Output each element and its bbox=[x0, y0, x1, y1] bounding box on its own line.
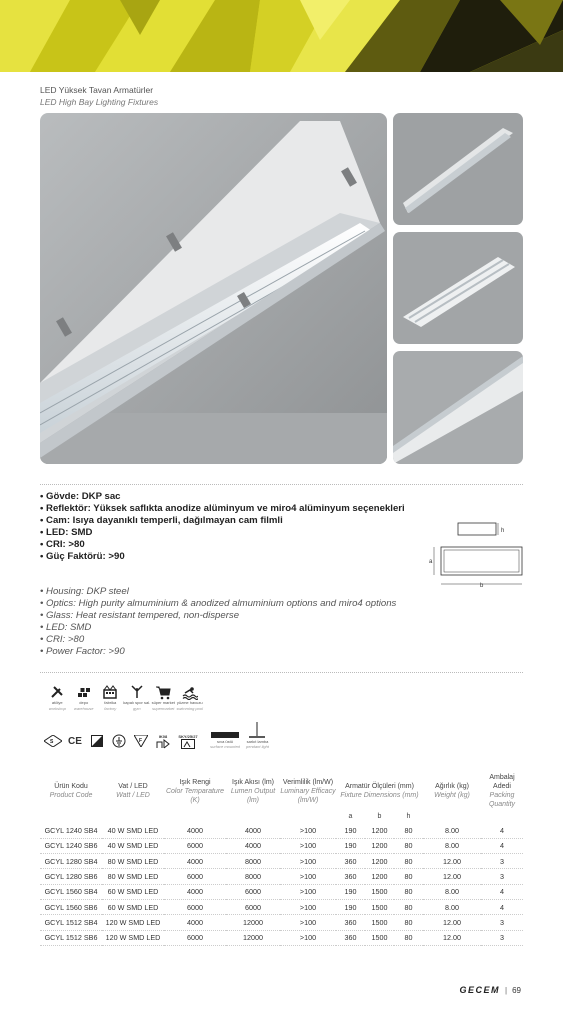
cell: 190 bbox=[336, 823, 365, 838]
cell: 6000 bbox=[164, 869, 226, 884]
app-label-en: swimming pool bbox=[176, 705, 203, 711]
ik-label: IK08 bbox=[158, 733, 168, 739]
cell: 190 bbox=[336, 884, 365, 899]
cell: 1500 bbox=[365, 930, 394, 945]
spec-line: • Gövde: DKP sac bbox=[40, 491, 121, 502]
banner-pattern bbox=[0, 0, 563, 72]
col-header-product-code: Ürün Kodu Product Code bbox=[49, 783, 93, 799]
cell: 8000 bbox=[226, 854, 280, 869]
cell: 40 W SMD LED bbox=[102, 823, 164, 838]
col-header-color-temp: Işık Rengi Color Temparature (K) bbox=[165, 778, 225, 804]
cell: 8.00 bbox=[423, 823, 481, 838]
heading-title-tr: LED Yüksek Tavan Armatürler bbox=[40, 85, 154, 95]
sub-h: h bbox=[406, 812, 411, 820]
spec-line: • Housing: DKP steel bbox=[40, 586, 129, 597]
spec-line: • Glass: Heat resistant tempered, non-disperse bbox=[40, 610, 240, 622]
mount-surface bbox=[210, 730, 240, 749]
cell: GCYL 1560 SB6 bbox=[40, 899, 102, 914]
cell: 120 W SMD LED bbox=[102, 915, 164, 930]
app-label-en: gym bbox=[132, 705, 141, 711]
svg-text:S: S bbox=[50, 739, 54, 746]
cell: 6000 bbox=[164, 930, 226, 945]
product-thumbnail-3 bbox=[393, 351, 523, 464]
tools-icon bbox=[49, 684, 65, 700]
app-label-en: workshop bbox=[48, 705, 66, 711]
cell: 80 W SMD LED bbox=[102, 854, 164, 869]
cell: 360 bbox=[336, 930, 365, 945]
table-header-row bbox=[40, 773, 523, 809]
factory-icon bbox=[102, 684, 118, 700]
cell: 80 bbox=[394, 823, 423, 838]
dimension-drawing bbox=[425, 520, 530, 592]
cell: 4000 bbox=[226, 838, 280, 853]
app-label: yüzme havuzu bbox=[176, 700, 203, 705]
cell: 4 bbox=[481, 838, 523, 853]
product-thumbnail-2 bbox=[393, 232, 523, 344]
app-gym bbox=[124, 684, 151, 711]
col-header-packing: Ambalaj Adedi Packing Quantity bbox=[488, 774, 516, 808]
cell: 4000 bbox=[164, 823, 226, 838]
cell: >100 bbox=[280, 915, 336, 930]
warehouse-icon bbox=[76, 684, 92, 700]
cell: 1500 bbox=[365, 915, 394, 930]
brand-logo: GECEM bbox=[459, 985, 501, 995]
cell: 1200 bbox=[365, 869, 394, 884]
cell: 360 bbox=[336, 869, 365, 884]
mount-pendant bbox=[246, 722, 269, 749]
table-row bbox=[40, 854, 523, 869]
col-header-lumen: Işık Akısı (lm) Lumen Output (lm) bbox=[230, 778, 276, 804]
cell: 1500 bbox=[365, 884, 394, 899]
heading-title-en: LED High Bay Lighting Fixtures bbox=[40, 97, 159, 107]
cell: 120 W SMD LED bbox=[102, 930, 164, 945]
spec-line: • Cam: Isıya dayanıklı temperli, dağılmayan cam filmli bbox=[40, 515, 283, 527]
mount-label-en: pendant light bbox=[246, 743, 269, 749]
cell: 12000 bbox=[226, 915, 280, 930]
cell: 6000 bbox=[164, 899, 226, 914]
app-label-en: supermarket bbox=[152, 705, 175, 711]
cell: 12.00 bbox=[423, 915, 481, 930]
antenna-icon bbox=[129, 684, 145, 700]
cell: >100 bbox=[280, 884, 336, 899]
spec-line: • Güç Faktörü: >90 bbox=[40, 551, 125, 563]
spec-line: • CRI: >80 bbox=[40, 634, 85, 646]
cell: 3 bbox=[481, 869, 523, 884]
spec-line: • Reflektör: Yüksek saflıkta anodize alüminyum ve miro4 alüminyum seçenekleri bbox=[40, 503, 405, 515]
cell: 12.00 bbox=[423, 869, 481, 884]
cell: GCYL 1280 SB4 bbox=[40, 854, 102, 869]
app-label: depo bbox=[79, 700, 89, 705]
cell: 190 bbox=[336, 838, 365, 853]
pool-icon bbox=[182, 684, 198, 700]
cell: 6000 bbox=[226, 899, 280, 914]
product-thumbnail-1 bbox=[393, 113, 523, 225]
safety-mark-icon bbox=[44, 733, 62, 749]
ce-mark-icon: CE bbox=[68, 735, 82, 747]
page-number: 69 bbox=[512, 985, 521, 995]
cell: 360 bbox=[336, 915, 365, 930]
main-product-photo bbox=[40, 113, 387, 464]
col-header-watt: Vat / LED Watt / LED bbox=[116, 783, 150, 799]
cell: 80 bbox=[394, 869, 423, 884]
header-banner bbox=[0, 0, 563, 72]
table-row bbox=[40, 869, 523, 884]
cell: >100 bbox=[280, 869, 336, 884]
mount-label: sıva üstü bbox=[216, 739, 233, 744]
cell: 3 bbox=[481, 854, 523, 869]
app-supermarket bbox=[150, 684, 177, 711]
col-header-efficacy: Verimlilik (lm/W) Luminary Efficacy (lm/W) bbox=[280, 778, 336, 804]
cell: 80 bbox=[394, 854, 423, 869]
cell: GCYL 1512 SB4 bbox=[40, 915, 102, 930]
cell: GCYL 1240 SB4 bbox=[40, 823, 102, 838]
cell: 40 W SMD LED bbox=[102, 838, 164, 853]
cell: 8.00 bbox=[423, 838, 481, 853]
spec-line: • LED: SMD bbox=[40, 527, 93, 539]
app-label: fabrika bbox=[104, 700, 117, 705]
spec-line: • Power Factor: >90 bbox=[40, 646, 125, 658]
cell: 8000 bbox=[226, 869, 280, 884]
cell: 3 bbox=[481, 915, 523, 930]
app-label: atölye bbox=[51, 700, 63, 705]
cell: 8.00 bbox=[423, 884, 481, 899]
svg-text:F: F bbox=[139, 738, 143, 745]
cell: 4000 bbox=[164, 854, 226, 869]
cell: GCYL 1512 SB6 bbox=[40, 930, 102, 945]
section-heading bbox=[40, 85, 158, 107]
ip-label: SKY/25/27 bbox=[178, 733, 198, 739]
app-workshop bbox=[44, 684, 71, 711]
application-icons bbox=[44, 684, 203, 711]
cell: 4 bbox=[481, 823, 523, 838]
page-footer bbox=[460, 985, 522, 995]
table-row bbox=[40, 838, 523, 853]
cell: 80 bbox=[394, 838, 423, 853]
specs-turkish bbox=[40, 491, 405, 564]
cell: 12.00 bbox=[423, 854, 481, 869]
table-row bbox=[40, 823, 523, 838]
cell: 80 W SMD LED bbox=[102, 869, 164, 884]
cell: 60 W SMD LED bbox=[102, 884, 164, 899]
mount-label-en: surface mounted bbox=[210, 743, 240, 749]
cell: 80 bbox=[394, 899, 423, 914]
cell: 4000 bbox=[164, 884, 226, 899]
app-label-en: warehouse bbox=[73, 705, 94, 711]
certification-icons bbox=[44, 722, 269, 749]
app-warehouse bbox=[71, 684, 98, 711]
spec-line: • LED: SMD bbox=[40, 622, 92, 634]
cell: 4 bbox=[481, 884, 523, 899]
cell: 80 bbox=[394, 884, 423, 899]
footer-separator: | bbox=[505, 985, 508, 995]
col-header-weight: Ağırlık (kg) Weight (kg) bbox=[434, 783, 470, 799]
table-row bbox=[40, 899, 523, 914]
dim-label-a: a bbox=[429, 559, 433, 565]
dimension-subheader-row bbox=[40, 809, 523, 823]
app-factory bbox=[97, 684, 124, 711]
sub-b: b bbox=[377, 812, 382, 820]
cell: >100 bbox=[280, 823, 336, 838]
cell: 12000 bbox=[226, 930, 280, 945]
divider-mid bbox=[40, 672, 523, 673]
spec-line: • CRI: >80 bbox=[40, 539, 85, 551]
app-swimming-pool bbox=[177, 684, 204, 711]
cell: >100 bbox=[280, 930, 336, 945]
cell: 1200 bbox=[365, 838, 394, 853]
cell: >100 bbox=[280, 854, 336, 869]
ik-rating-icon bbox=[154, 733, 172, 749]
earth-icon bbox=[110, 733, 128, 749]
cell: >100 bbox=[280, 838, 336, 853]
app-label: süper market bbox=[151, 700, 175, 705]
dim-label-b: b bbox=[480, 583, 484, 589]
spec-line: • Optics: High purity almuminium & anodized almuminium options and miro4 options bbox=[40, 598, 397, 610]
cell: 6000 bbox=[164, 838, 226, 853]
table-row bbox=[40, 930, 523, 945]
f-mark-icon bbox=[132, 733, 150, 749]
cell: 3 bbox=[481, 930, 523, 945]
cell: 360 bbox=[336, 854, 365, 869]
cell: 1200 bbox=[365, 823, 394, 838]
cell: 190 bbox=[336, 899, 365, 914]
cell: 60 W SMD LED bbox=[102, 899, 164, 914]
product-spec-table bbox=[40, 773, 523, 946]
mount-label: sarkıt lamba bbox=[246, 739, 269, 744]
cell: 80 bbox=[394, 915, 423, 930]
table-row bbox=[40, 884, 523, 899]
cell: >100 bbox=[280, 899, 336, 914]
class-two-icon bbox=[88, 733, 106, 749]
table-row bbox=[40, 915, 523, 930]
cart-icon bbox=[155, 684, 171, 700]
cell: 8.00 bbox=[423, 899, 481, 914]
app-label: kapalı spor sal. bbox=[123, 700, 151, 705]
pendant-icon bbox=[247, 722, 267, 740]
dim-label-h: h bbox=[501, 528, 505, 534]
sub-a: a bbox=[348, 812, 353, 820]
specs-english bbox=[40, 586, 396, 659]
app-label-en: factory bbox=[104, 705, 117, 711]
col-header-dimensions: Armatür Ölçüleri (mm) Fixture Dimensions (mm) bbox=[340, 783, 419, 799]
cell: 4 bbox=[481, 899, 523, 914]
ip-rating-icon bbox=[176, 733, 200, 749]
cell: GCYL 1280 SB6 bbox=[40, 869, 102, 884]
cell: 1200 bbox=[365, 854, 394, 869]
divider-top bbox=[40, 484, 523, 485]
cell: GCYL 1560 SB4 bbox=[40, 884, 102, 899]
cell: 4000 bbox=[226, 823, 280, 838]
cell: GCYL 1240 SB6 bbox=[40, 838, 102, 853]
cell: 1500 bbox=[365, 899, 394, 914]
cell: 4000 bbox=[164, 915, 226, 930]
cell: 80 bbox=[394, 930, 423, 945]
cell: 12.00 bbox=[423, 930, 481, 945]
cell: 6000 bbox=[226, 884, 280, 899]
